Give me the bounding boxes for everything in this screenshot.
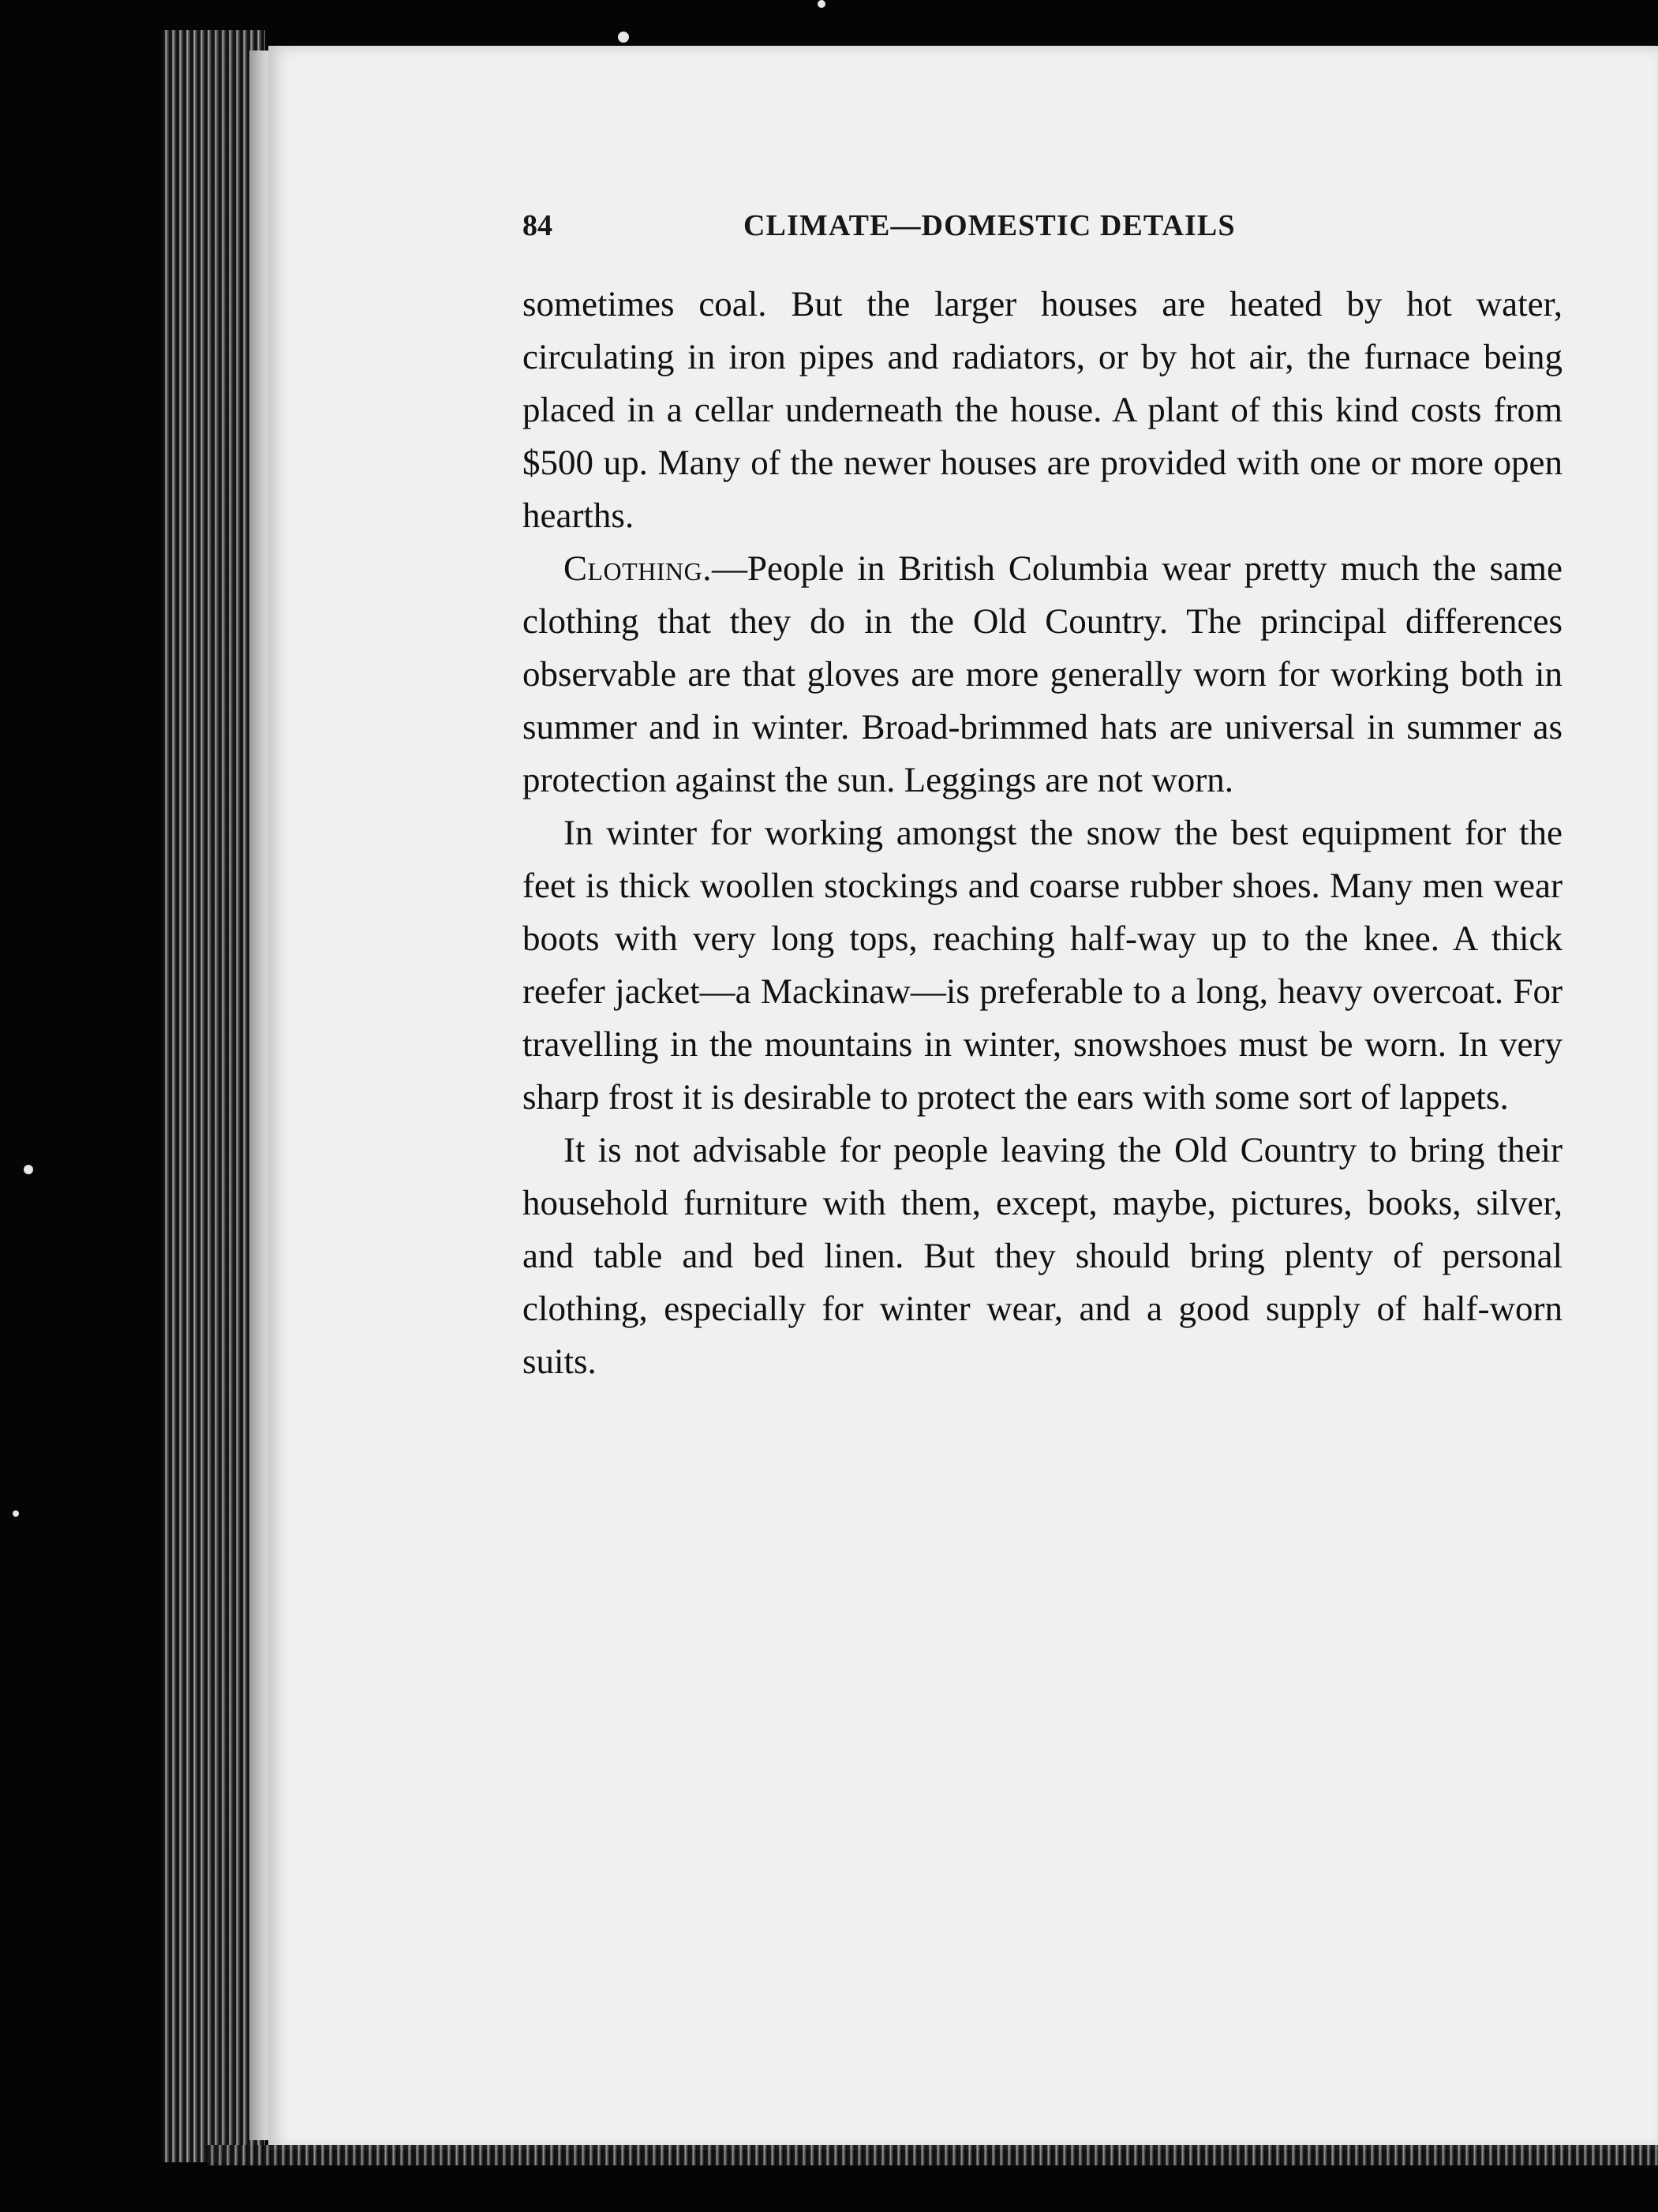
section-heading: Clothing. <box>563 548 712 588</box>
running-head: CLIMATE—DOMESTIC DETAILS <box>743 209 1236 242</box>
page-header <box>522 208 1360 249</box>
paragraph <box>522 542 1563 807</box>
paragraph-text: —People in British Columbia wear pretty much the same clothing that they do in the Old Country. The principal differences observable are that gloves are more generally worn for working both in summer and in winter. Broad-brimmed hats are universal in summer as protection against the sun. Leggings are not worn. <box>522 548 1563 799</box>
page-number: 84 <box>522 209 552 242</box>
dust-speck <box>818 0 825 8</box>
dust-speck <box>24 1165 33 1174</box>
paragraph: It is not advisable for people leaving the Old Country to bring their household furniture with them, except, maybe, pictures, books, silver, and table and bed linen. But they should bring plenty of personal clothing, especially for winter wear, and a good supply of half-worn suits. <box>522 1130 1563 1381</box>
paragraph: sometimes coal. But the larger houses are heated by hot water, circulating in iron pipes and radiators, or by hot air, the furnace being placed in a cellar underneath the house. A plant of this kind costs from $500 up. Many of the newer houses are provided with one or more open hearths. <box>522 284 1563 535</box>
bottom-page-edge <box>207 2145 1658 2165</box>
page-text <box>522 278 1563 1388</box>
paragraph: In winter for working amongst the snow the best equipment for the feet is thick woollen stockings and coarse rubber shoes. Many men wear boots with very long tops, reaching half-way up to the knee. A thick reefer jacket—a Mackinaw—is preferable to a long, heavy overcoat. For travelling in the mountains in winter, snowshoes must be worn. In very sharp frost it is desirable to protect the ears with some sort of lappets. <box>522 813 1563 1117</box>
dust-speck <box>618 32 629 43</box>
dust-speck <box>13 1510 19 1517</box>
